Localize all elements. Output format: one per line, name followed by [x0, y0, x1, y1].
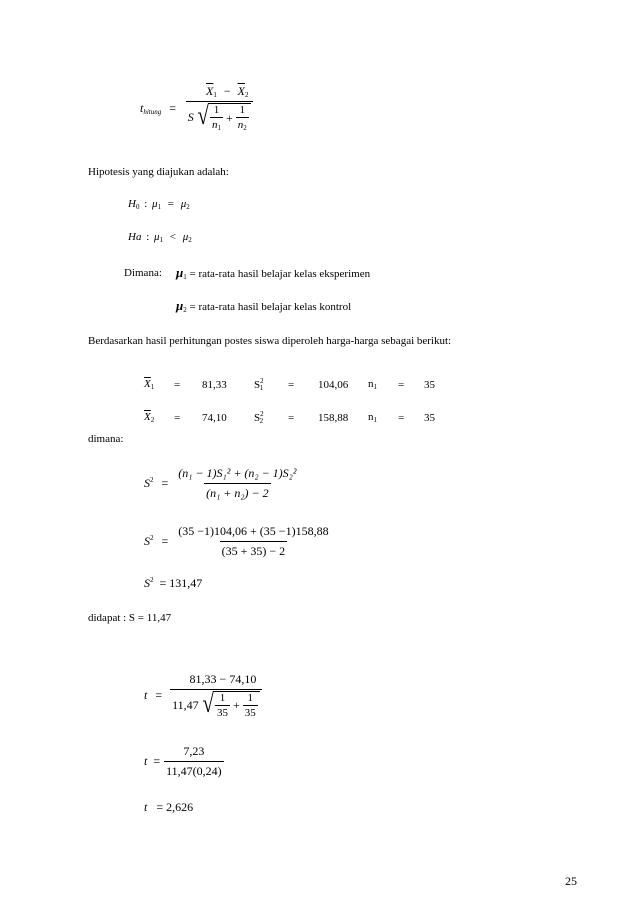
t-numerator: $\overline{X}_1 - \overline{X}_2$ [206, 84, 249, 99]
formula-t-hitung [140, 84, 254, 132]
dimana-label-2: dimana: [88, 433, 124, 445]
s2-general-formula: $S^2$ = $\frac{\text{(n₁ − 1)S₁² + (n₂ − 1)S₂²}}{\text{(n₁ + n₂) − 2}}$ [144, 466, 297, 500]
s-result: didapat : S = 11,47 [88, 612, 172, 624]
results-intro: Berdasarkan hasil perhitungan postes siswa diperoleh harga-harga sebagai berikut: [88, 335, 452, 347]
t-result: t = 2,626 [144, 800, 194, 814]
t-substituted-formula: t = 81,33 − 74,10 11,47 √ $\frac{1}{35}$ + $\frac{1}{35}$ [144, 672, 262, 719]
h0-statement: $H_0$ : $\mu_1 = \mu_2$ [128, 198, 190, 211]
s2-substituted-formula: $S^2$ = $\frac{(35 -1)104,06 + (35 -1)158,88}{(35 + 35) - 2}$ [144, 524, 329, 558]
s2-result: $S^2 = 131,47$ [144, 576, 203, 590]
sqrt-n: √ $\frac{1}{n_1}$ + $\frac{1}{n_2}$ [196, 103, 251, 132]
t-simplified-formula: t = $\frac{7,23}{11,47(0,24)}$ [144, 744, 222, 778]
t-denominator: S √ $\frac{1}{n_1}$ + $\frac{1}{n_2}$ [186, 101, 253, 132]
stats-table [144, 368, 435, 434]
t-fraction [184, 84, 254, 132]
ha-statement: Ha : $\mu_1 < \mu_2$ [128, 231, 192, 244]
equals-sign: = [169, 100, 177, 115]
hypothesis-intro: Hipotesis yang diajukan adalah: [88, 166, 229, 178]
t-symbol: $t_{hitung}$ [140, 100, 162, 116]
mu1-definition: $\mu_1$ = rata-rata hasil belajar kelas eksperimen [176, 265, 371, 281]
mu2-definition: $\mu_2$ = rata-rata hasil belajar kelas kontrol [176, 298, 352, 314]
page-number: 25 [565, 874, 577, 888]
dimana-label: Dimana: [124, 267, 162, 279]
stats-row-1: $\overline{X}_1$ = 81,33 $S^2_1$ = 104,06 $n_1$ = 35 [144, 377, 435, 392]
stats-row-2: $\overline{X}_2$ = 74,10 $S^2_2$ = 158,88 $n_1$ = 35 [144, 410, 435, 425]
